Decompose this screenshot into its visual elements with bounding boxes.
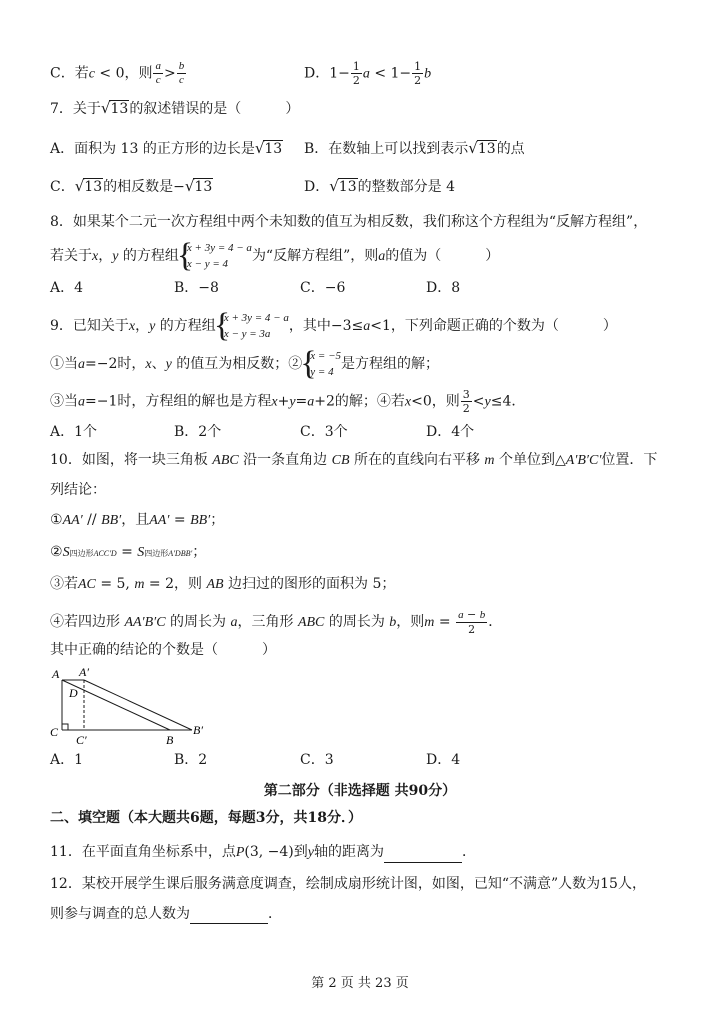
q10-option-c: C．3 xyxy=(300,752,334,768)
q7-option-c: C．√13的相反数是−√13 xyxy=(50,177,213,195)
q12-answer-blank[interactable] xyxy=(190,909,268,924)
q8-option-a: A．4 xyxy=(50,280,84,296)
q10-triangle-figure xyxy=(46,664,216,746)
q9-option-c: C．3个 xyxy=(300,424,348,440)
q9-option-b: B．2个 xyxy=(174,424,222,440)
fig-label-d: D xyxy=(69,686,78,700)
q10-stem-line2: 列结论： xyxy=(50,482,106,498)
q10-option-d: D．4 xyxy=(426,752,461,768)
part2-heading: 二、填空题（本大题共6题，每题3分，共18分．） xyxy=(50,810,362,826)
q11: 11．在平面直角坐标系中，点P(3, −4)到y轴的距离为 ． xyxy=(50,842,476,863)
fig-label-c: C xyxy=(50,725,59,739)
q12-line1: 12．某校开展学生课后服务满意度调查，绘制成扇形统计图，如图，已知“不满意”人数为15人， xyxy=(50,876,646,892)
q8-stem-line2: 若关于x，y 的方程组 { x + 3y = 4 − a x − y = 4 为“反解方程组”，则a的值为（ ） xyxy=(50,240,499,272)
q8-option-b: B．−8 xyxy=(174,280,219,296)
q8-option-c: C．−6 xyxy=(300,280,346,296)
q10-conclusion-2: ②S四边形ACC′D = S四边形A′DBB′； xyxy=(50,544,207,560)
fig-label-b: B xyxy=(166,733,174,746)
q7-option-a: A．面积为 13 的正方形的边长是√13 xyxy=(50,139,283,157)
fig-label-c-prime: C′ xyxy=(76,733,87,746)
fig-label-a-prime: A′ xyxy=(79,665,89,679)
page-footer: 第 2 页 共 23 页 xyxy=(311,976,409,991)
q7-stem: 7．关于√13的叙述错误的是（ ） xyxy=(50,99,300,117)
q10-ask: 其中正确的结论的个数是（ ） xyxy=(50,642,276,658)
q9-option-a: A．1个 xyxy=(50,424,98,440)
q7-option-b: B．在数轴上可以找到表示√13的点 xyxy=(304,139,525,157)
q9-statement-1-2: ①当a=−2时，x、y 的值互为相反数；② { x = −5 y = 4 是方程组的解； xyxy=(50,348,439,380)
q10-conclusion-3: ③若AC = 5, m = 2，则 AB 边扫过的图形的面积为 5； xyxy=(50,576,396,592)
section-title: 第二部分（非选择题 共90分） xyxy=(263,783,457,799)
q11-answer-blank[interactable] xyxy=(384,848,462,863)
q12-line2-text: 则参与调查的总人数为 xyxy=(50,906,190,922)
q6-option-d: D．1− $\frac{1}{2}$ a < 1− $\frac{1}{2}$ b xyxy=(304,60,432,87)
q10-option-b: B．2 xyxy=(174,752,208,768)
q10-option-a: A．1 xyxy=(50,752,84,768)
q6-option-c: C．若c < 0，则 $\frac{a}{c}$ > $\frac{b}{c}$ xyxy=(50,60,185,86)
q9-option-d: D．4个 xyxy=(426,424,475,440)
q9-statement-3-4: ③当a=−1时，方程组的解也是方程x+y=a+2的解；④若x<0，则 $\frac{3}{2}$ <y≤4． xyxy=(50,388,526,415)
fig-label-a: A xyxy=(52,667,60,681)
q8-stem-line1: 8．如果某个二元一次方程组中两个未知数的值互为相反数，我们称这个方程组为“反解方程组”， xyxy=(50,214,648,230)
q10-stem-line1: 10．如图，将一块三角板 ABC 沿一条直角边 CB 所在的直线向右平移 m 个单位到△A′B′C′位置．下 xyxy=(50,452,658,468)
q10-conclusion-4: ④若四边形 AA′B′C 的周长为 a，三角形 ABC 的周长为 b，则m = $\frac{a - b}{2}$ ． xyxy=(50,608,503,636)
fig-label-b-prime: B′ xyxy=(193,723,203,737)
q8-option-d: D．8 xyxy=(426,280,461,296)
q7-option-d: D．√13的整数部分是 4 xyxy=(304,177,455,195)
q9-stem: 9．已知关于x，y 的方程组 { x + 3y = 4 − a x − y = 3a ，其中−3≤a<1，下列命题正确的个数为（ ） xyxy=(50,310,617,342)
q12-line2: 则参与调查的总人数为 ． xyxy=(50,906,282,922)
q10-conclusion-1: ①AA′ // BB′，且AA′ = BB′； xyxy=(50,512,225,528)
